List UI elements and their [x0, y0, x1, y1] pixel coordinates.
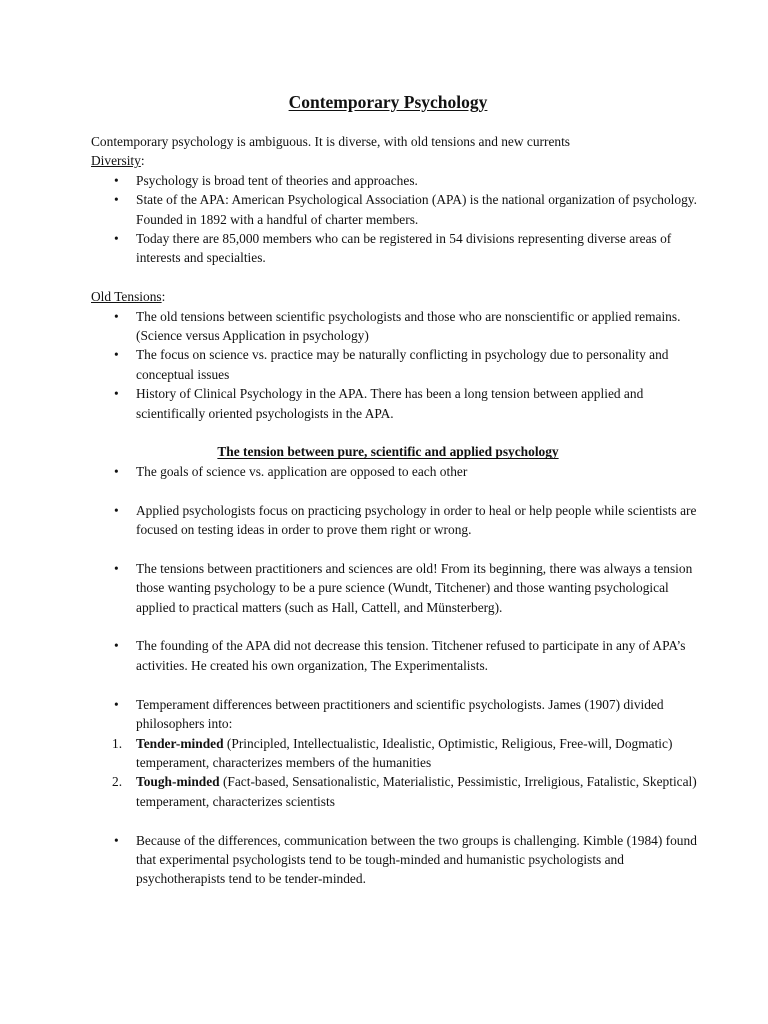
intro-paragraph: Contemporary psychology is ambiguous. It is diverse, with old tensions and new currents [91, 134, 571, 149]
number-marker: 2. [112, 774, 123, 790]
spacer [91, 268, 701, 287]
term-label: Tough-minded [136, 774, 220, 790]
list-item: • The tensions between practitioners and sciences are old! From its beginning, there was always a tension those wanting psychology to be a pure science (Wundt, Titchener) and those wanting psychological applied to practical matters (such as Hall, Cattell, and Münsterberg). [91, 559, 701, 617]
diversity-heading: Diversity: [91, 153, 145, 169]
tension-section-heading: The tension between pure, scientific and applied psychology [217, 444, 559, 460]
list-item: • Applied psychologists focus on practicing psychology in order to heal or help people while scientists are focused on testing ideas in order to prove them right or wrong. [91, 501, 701, 540]
list-item: • The old tensions between scientific psychologists and those who are nonscientific or applied remains. (Science versus Application in psychology) [91, 307, 701, 346]
spacer [91, 617, 701, 636]
diversity-heading-text: Diversity [91, 153, 141, 169]
tension-list-4 [91, 636, 701, 675]
tension-list [91, 462, 701, 481]
temperament-list [91, 734, 701, 812]
number-marker: 1. [112, 735, 123, 751]
term-description: (Fact-based, Sensationalistic, Materialistic, Pessimistic, Irreligious, Fatalistic, Skeptical) temperament, characterizes scientists [136, 774, 697, 809]
document-title: Contemporary Psychology [288, 92, 488, 112]
list-item: • The focus on science vs. practice may be naturally conflicting in psychology due to personality and conceptual issues [91, 345, 701, 384]
spacer [91, 481, 701, 500]
tension-list-5 [91, 695, 701, 734]
list-item: • History of Clinical Psychology in the APA. There has been a long tension between applied and scientifically oriented psychologists in the APA. [91, 384, 701, 423]
spacer [91, 675, 701, 694]
old-tensions-heading: Old Tensions: [91, 289, 166, 305]
document-body [91, 132, 701, 889]
list-item: • Temperament differences between practitioners and scientific psychologists. James (1907) divided philosophers into: [91, 695, 701, 734]
term-description: (Principled, Intellectualistic, Idealistic, Optimistic, Religious, Free-will, Dogmatic) temperament, characterizes members of the humanities [136, 735, 673, 770]
old-tensions-list [91, 307, 701, 423]
list-item: • Psychology is broad tent of theories and approaches. [91, 171, 701, 190]
list-item: • Because of the differences, communication between the two groups is challenging. Kimble (1984) found that experimental psychologists tend to be tough-minded and humanistic psychologists and psychotherapists tend to be tender-minded. [91, 831, 701, 889]
old-tensions-heading-text: Old Tensions [91, 289, 162, 305]
spacer [91, 423, 701, 442]
spacer [91, 539, 701, 558]
numbered-item [91, 772, 701, 811]
term-label: Tender-minded [136, 735, 224, 751]
diversity-list [91, 171, 701, 268]
list-item: • State of the APA: American Psychological Association (APA) is the national organization of psychology. Founded in 1892 with a handful of charter members. [91, 190, 701, 229]
tension-list-3 [91, 559, 701, 617]
list-item: • The founding of the APA did not decrease this tension. Titchener refused to participate in any of APA’s activities. He created his own organization, The Experimentalists. [91, 636, 701, 675]
tension-list-2 [91, 501, 701, 540]
spacer [91, 811, 701, 830]
list-item: • The goals of science vs. application are opposed to each other [91, 462, 701, 481]
numbered-item [91, 734, 701, 773]
list-item: • Today there are 85,000 members who can be registered in 54 divisions representing diverse areas of interests and specialties. [91, 229, 701, 268]
tension-list-6 [91, 831, 701, 889]
